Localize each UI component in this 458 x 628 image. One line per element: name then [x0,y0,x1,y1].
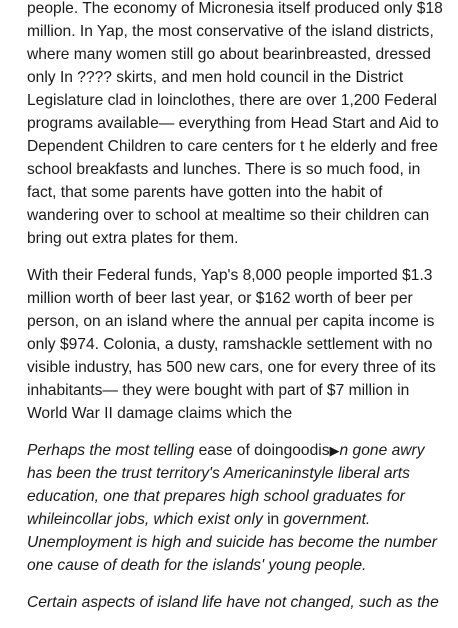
paragraph-2: With their Federal funds, Yap's 8,000 people imported $1.3 million worth of beer last year, or $162 worth of beer per person, on an island where the annual per capita income is only $974. Colonia, a dusty, ramshackle settlement with no visible industry, has 500 new cars, one for every three of its inhabitants— they were bought with part of $7 million in World War II damage claims which the [27,267,436,422]
paragraph-3-run-e: in [267,511,280,528]
paragraph-3-run-a: Perhaps the most telling [27,442,199,459]
paragraph-3 [27,439,447,577]
play-triangle-icon: ▶ [329,443,340,458]
paragraph-3-run-b: ease of doingoodis [198,442,330,459]
paragraph-3-run-d: n gone awry has been the trust territory's Americaninstyle liberal arts education, one that prepares high school graduates for whileincollar jobs, which exist only [27,442,425,528]
paragraph-4: Certain aspects of island life have not changed, such as the [27,594,439,611]
paragraph-1: people. The economy of Micronesia itself produced only $18 million. In Yap, the most conservative of the island districts, where many women still go about bearinbreasted, dressed only In ???? skirts, and men hold council in the District Legislature clad in loinclothes, there are over 1,200 Federal programs available— everything from Head Start and Aid to Dependent Children to care centers for t he elderly and free school breakfasts and lunches. There is so much food, in fact, that some parents have gotten into the habit of wandering over to school at mealtime so their children can bring out extra plates for them. [27,0,443,247]
paragraph-3-run-f: government. Unemployment is high and suicide has become the number one cause of death for the islands' young people. [27,511,437,574]
article-body [27,0,447,628]
